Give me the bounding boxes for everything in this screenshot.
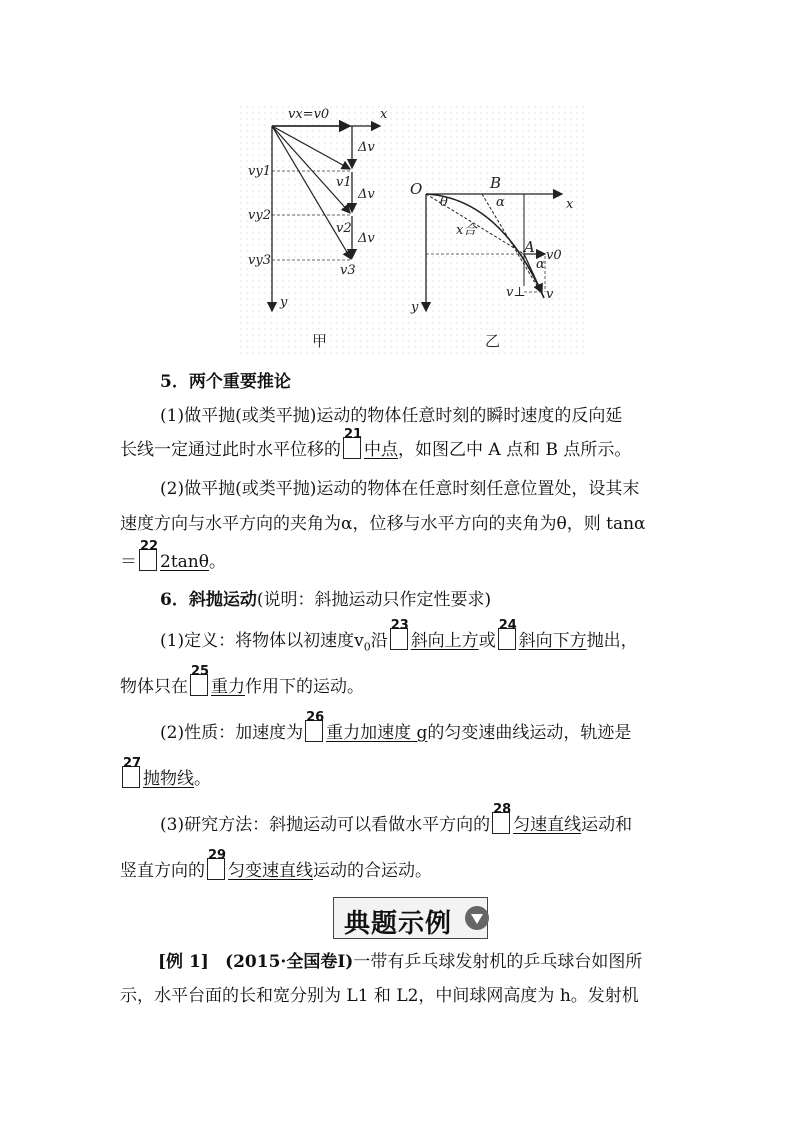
typical-examples-banner	[333, 897, 488, 939]
blank-box	[190, 664, 210, 696]
label-x-he: x合	[456, 223, 477, 238]
blank-number: 23	[390, 618, 409, 633]
label-v-perp: v⊥	[506, 285, 526, 300]
example-source: (2015·全国卷Ⅰ)	[225, 952, 354, 972]
subscript: 0	[363, 640, 371, 654]
label-x-axis: x	[380, 107, 388, 122]
text: 或	[478, 631, 496, 651]
text: 一带有乒乓球发射机的乒乓球台如图所	[353, 952, 643, 972]
label-theta: θ	[440, 195, 448, 210]
label-v: v	[546, 287, 554, 302]
label-v2: v2	[336, 221, 352, 236]
label-dv2: Δv	[358, 187, 375, 202]
text: 示，水平台面的长和宽分别为 L1 和 L2，中间球网高度为 h。发射机	[120, 986, 639, 1006]
text: 长线一定通过此时水平位移的	[120, 440, 341, 460]
blank-number: 25	[191, 664, 210, 679]
section5-p1-line2	[120, 427, 632, 462]
text: (1)定义：将物体以初速度v	[160, 631, 364, 651]
label-x-axis-2: x	[566, 197, 574, 212]
label-vy3: vy3	[248, 253, 271, 268]
blank-box	[207, 848, 227, 880]
text: 沿	[370, 631, 388, 651]
section5-p2-line3	[120, 539, 226, 574]
answer-21: 中点	[364, 440, 398, 460]
answer-28: 匀速直线	[513, 815, 582, 835]
blank-box	[139, 539, 159, 571]
label-y-axis-2: y	[411, 300, 419, 315]
answer-23: 斜向上方	[410, 631, 479, 651]
blank-number: 27	[123, 756, 142, 771]
section5-p2-line2	[120, 512, 646, 536]
caption-jia: 甲	[312, 332, 328, 350]
label-vx: vx=v0	[288, 107, 330, 122]
text: 。	[208, 552, 226, 572]
text: 的匀变速曲线运动，轨迹是	[427, 723, 632, 743]
answer-22: 2tanθ	[160, 552, 209, 572]
blank-number: 28	[493, 802, 512, 817]
blank-number: 26	[306, 710, 325, 725]
label-v1: v1	[336, 175, 352, 190]
text: 作用下的运动。	[245, 677, 364, 697]
answer-25: 重力	[211, 677, 245, 697]
text: (1)做平抛(或类平抛)运动的物体任意时刻的瞬时速度的反向延	[160, 406, 623, 426]
blank-box	[498, 618, 517, 650]
label-point-b: B	[490, 174, 502, 192]
text: (2)性质：加速度为	[160, 723, 304, 743]
section6-heading	[160, 588, 491, 612]
label-dv3: Δv	[358, 231, 375, 246]
section6-p1-line1	[160, 618, 638, 659]
section6-p1-line2	[120, 664, 364, 699]
banner-title: 典题示例	[344, 909, 453, 939]
example-label: [例 1]	[158, 952, 209, 972]
text: 速度方向与水平方向的夹角为α，位移与水平方向的夹角为θ，则 tanα	[120, 514, 646, 534]
section6-title: 6．斜抛运动	[160, 590, 257, 610]
text: 抛出，	[586, 631, 638, 651]
answer-29: 匀变速直线	[228, 861, 313, 881]
section5-p2-line1	[160, 477, 639, 501]
text: ＝	[120, 552, 137, 572]
section6-p2-line2	[120, 756, 211, 791]
blank-number: 29	[208, 848, 227, 863]
blank-number: 24	[498, 618, 517, 633]
triangle-down-icon	[465, 906, 489, 930]
example-line1	[158, 950, 642, 974]
text: (3)研究方法：斜抛运动可以看做水平方向的	[160, 815, 491, 835]
answer-27: 抛物线	[143, 769, 194, 789]
label-alpha-b: α	[496, 195, 505, 210]
blank-number: 21	[344, 427, 363, 442]
blank-box	[343, 427, 363, 459]
section6-p2-line1	[160, 710, 632, 745]
blank-box	[305, 710, 325, 742]
text: 物体只在	[120, 677, 188, 697]
text: 竖直方向的	[120, 861, 205, 881]
label-point-a: A	[524, 238, 535, 256]
label-dv1: Δv	[358, 140, 375, 155]
label-vy1: vy1	[248, 164, 271, 179]
projectile-figure	[240, 106, 590, 360]
text: ，如图乙中 A 点和 B 点所示。	[398, 440, 632, 460]
label-alpha-a: α	[536, 257, 545, 272]
example-line2	[120, 984, 639, 1008]
section5-heading: 5．两个重要推论	[160, 372, 291, 392]
label-v0: v0	[546, 248, 562, 263]
label-v3: v3	[340, 263, 356, 278]
text: 。	[194, 769, 211, 789]
section5-p1-line1	[160, 404, 622, 428]
caption-yi: 乙	[485, 332, 501, 350]
text: 运动和	[581, 815, 633, 835]
answer-26: 重力加速度 g	[326, 723, 428, 743]
blank-box	[390, 618, 409, 650]
section6-note: (说明：斜抛运动只作定性要求)	[256, 590, 492, 610]
text: 运动的合运动。	[313, 861, 432, 881]
section6-p3-line1	[160, 802, 633, 837]
blank-box	[122, 756, 142, 788]
answer-24: 斜向下方	[518, 631, 587, 651]
label-vy2: vy2	[248, 208, 271, 223]
label-origin: O	[410, 180, 423, 198]
label-y-axis: y	[280, 295, 288, 310]
blank-box	[492, 802, 512, 834]
text: (2)做平抛(或类平抛)运动的物体在任意时刻任意位置处，设其末	[160, 479, 640, 499]
blank-number: 22	[140, 539, 159, 554]
projectile-diagram	[240, 106, 590, 356]
section6-p3-line2	[120, 848, 432, 883]
